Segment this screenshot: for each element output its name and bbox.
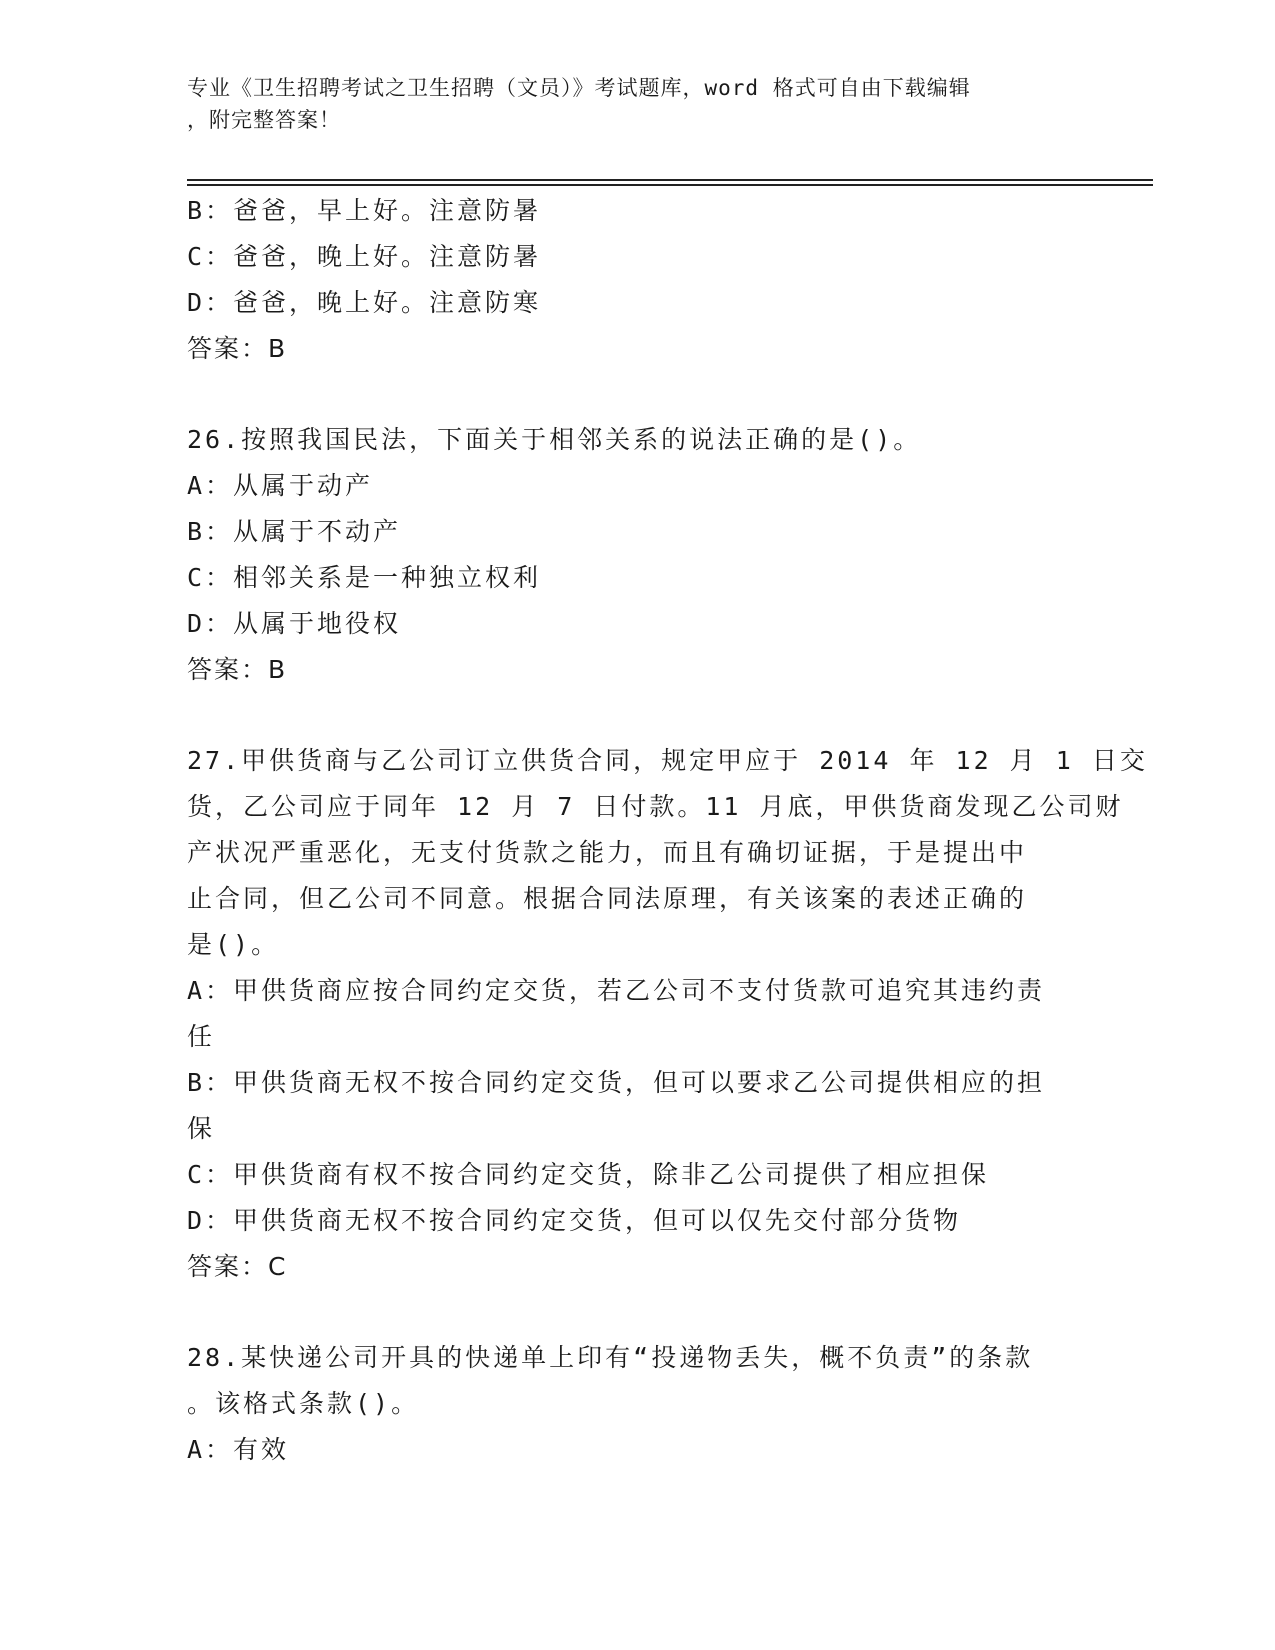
option-a: A：从属于动产: [187, 471, 374, 500]
header-line-1: 专业《卫生招聘考试之卫生招聘（文员）》考试题库，word 格式可自由下载编辑: [187, 76, 971, 100]
option-b: B：甲供货商无权不按合同约定交货，但可以要求乙公司提供相应的担: [187, 1068, 1046, 1097]
question-stem-line: 是()。: [187, 930, 280, 959]
question-25-tail: [187, 188, 1087, 372]
question-stem-line: 。该格式条款()。: [187, 1389, 420, 1418]
question-27: [187, 738, 1148, 1290]
spacer: [187, 1290, 1087, 1335]
question-26: [187, 417, 1087, 693]
option-a-continued: 任: [187, 1022, 216, 1051]
question-stem: 26.按照我国民法，下面关于相邻关系的说法正确的是()。: [187, 425, 922, 454]
question-stem-line: 27.甲供货商与乙公司订立供货合同，规定甲应于 2014 年 12 月 1 日交: [187, 746, 1148, 775]
header-line-2: ，附完整答案！: [187, 108, 341, 132]
header-divider-top: [187, 179, 1153, 181]
option-b-continued: 保: [187, 1114, 216, 1143]
option-a: A：甲供货商应按合同约定交货，若乙公司不支付货款可追究其违约责: [187, 976, 1046, 1005]
question-stem-line: 产状况严重恶化，无支付货款之能力，而且有确切证据，于是提出中: [187, 838, 1028, 867]
answer-label: 答案：B: [187, 334, 288, 363]
question-28: [187, 1335, 1087, 1473]
question-stem-line: 止合同，但乙公司不同意。根据合同法原理，有关该案的表述正确的: [187, 884, 1028, 913]
option-a: A：有效: [187, 1435, 290, 1464]
header-divider-bottom: [187, 184, 1153, 186]
question-list: [187, 188, 1148, 1473]
question-stem-line: 28.某快递公司开具的快递单上印有“投递物丢失，概不负责”的条款: [187, 1343, 1034, 1372]
option-d: D：甲供货商无权不按合同约定交货，但可以仅先交付部分货物: [187, 1206, 962, 1235]
option-b: B：爸爸，早上好。注意防暑: [187, 196, 542, 225]
answer-label: 答案：B: [187, 655, 288, 684]
spacer: [187, 372, 1087, 417]
option-c: C：甲供货商有权不按合同约定交货，除非乙公司提供了相应担保: [187, 1160, 990, 1189]
option-d: D：爸爸，晚上好。注意防寒: [187, 288, 542, 317]
answer-label: 答案：C: [187, 1252, 288, 1281]
spacer: [187, 693, 1087, 738]
document-header: [187, 72, 1067, 136]
option-b: B：从属于不动产: [187, 517, 402, 546]
question-stem-line: 货，乙公司应于同年 12 月 7 日付款。11 月底，甲供货商发现乙公司财: [187, 792, 1124, 821]
option-c: C：爸爸，晚上好。注意防暑: [187, 242, 542, 271]
option-c: C：相邻关系是一种独立权利: [187, 563, 542, 592]
option-d: D：从属于地役权: [187, 609, 402, 638]
